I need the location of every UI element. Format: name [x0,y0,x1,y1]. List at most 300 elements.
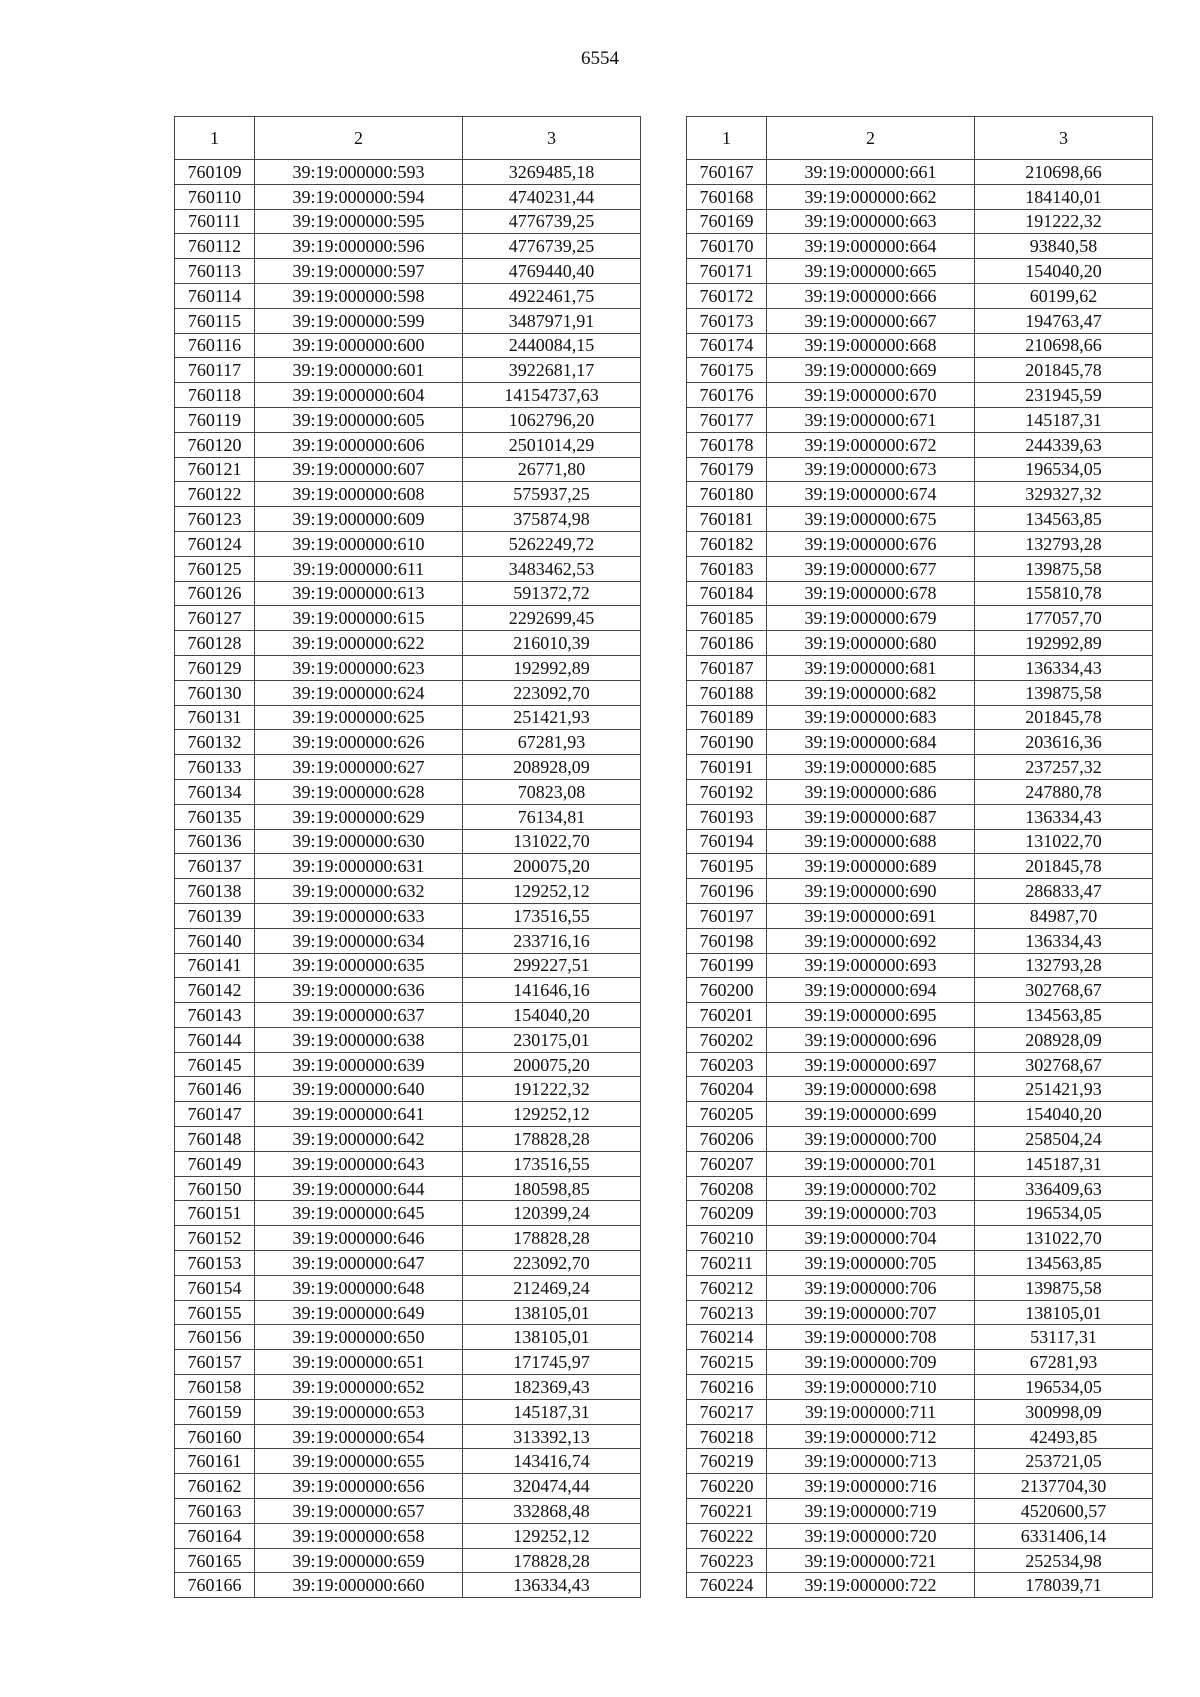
cadastral-number-cell: 39:19:000000:653 [255,1399,463,1424]
row-number-cell: 760206 [687,1127,767,1152]
table-row [175,1474,641,1499]
right-table [686,116,1153,1598]
value-cell: 131022,70 [463,829,641,854]
row-number-cell: 760138 [175,879,255,904]
value-cell: 302768,67 [975,978,1153,1003]
cadastral-number-cell: 39:19:000000:709 [767,1350,975,1375]
row-number-cell: 760180 [687,482,767,507]
value-cell: 132793,28 [975,953,1153,978]
row-number-cell: 760113 [175,259,255,284]
cadastral-number-cell: 39:19:000000:637 [255,1003,463,1028]
row-number-cell: 760114 [175,283,255,308]
table-row [687,1027,1153,1052]
value-cell: 145187,31 [975,1151,1153,1176]
cadastral-number-cell: 39:19:000000:695 [767,1003,975,1028]
cadastral-number-cell: 39:19:000000:600 [255,333,463,358]
table-row [175,1003,641,1028]
cadastral-number-cell: 39:19:000000:693 [767,953,975,978]
cadastral-number-cell: 39:19:000000:710 [767,1375,975,1400]
row-number-cell: 760146 [175,1077,255,1102]
cadastral-number-cell: 39:19:000000:639 [255,1052,463,1077]
cadastral-number-cell: 39:19:000000:626 [255,730,463,755]
table-row [687,879,1153,904]
row-number-cell: 760165 [175,1548,255,1573]
value-cell: 3269485,18 [463,160,641,185]
table-row [175,1176,641,1201]
table-row [687,1350,1153,1375]
cadastral-number-cell: 39:19:000000:594 [255,184,463,209]
row-number-cell: 760122 [175,482,255,507]
table-row [687,928,1153,953]
value-cell: 138105,01 [463,1300,641,1325]
table-row [175,482,641,507]
value-cell: 131022,70 [975,829,1153,854]
value-cell: 216010,39 [463,631,641,656]
value-cell: 313392,13 [463,1424,641,1449]
left-table [174,116,641,1598]
row-number-cell: 760110 [175,184,255,209]
row-number-cell: 760139 [175,903,255,928]
cadastral-number-cell: 39:19:000000:692 [767,928,975,953]
table-row [687,804,1153,829]
table-row [175,581,641,606]
table-row [687,1300,1153,1325]
cadastral-number-cell: 39:19:000000:597 [255,259,463,284]
row-number-cell: 760199 [687,953,767,978]
cadastral-number-cell: 39:19:000000:704 [767,1226,975,1251]
row-number-cell: 760188 [687,680,767,705]
row-number-cell: 760162 [175,1474,255,1499]
row-number-cell: 760203 [687,1052,767,1077]
cadastral-number-cell: 39:19:000000:705 [767,1251,975,1276]
table-row [687,482,1153,507]
value-cell: 230175,01 [463,1027,641,1052]
value-cell: 231945,59 [975,383,1153,408]
row-number-cell: 760187 [687,655,767,680]
row-number-cell: 760208 [687,1176,767,1201]
value-cell: 154040,20 [463,1003,641,1028]
cadastral-number-cell: 39:19:000000:668 [767,333,975,358]
table-row [687,1275,1153,1300]
table-row [175,358,641,383]
table-row [175,556,641,581]
table-row [687,1151,1153,1176]
value-cell: 3922681,17 [463,358,641,383]
row-number-cell: 760160 [175,1424,255,1449]
cadastral-number-cell: 39:19:000000:641 [255,1102,463,1127]
value-cell: 145187,31 [975,407,1153,432]
value-cell: 141646,16 [463,978,641,1003]
row-number-cell: 760213 [687,1300,767,1325]
value-cell: 154040,20 [975,1102,1153,1127]
value-cell: 575937,25 [463,482,641,507]
row-number-cell: 760179 [687,457,767,482]
value-cell: 4520600,57 [975,1499,1153,1524]
row-number-cell: 760129 [175,655,255,680]
cadastral-number-cell: 39:19:000000:628 [255,779,463,804]
table-row [175,705,641,730]
table-row [175,1399,641,1424]
row-number-cell: 760220 [687,1474,767,1499]
value-cell: 129252,12 [463,1523,641,1548]
value-cell: 177057,70 [975,606,1153,631]
table-row [687,1399,1153,1424]
table-row [687,1474,1153,1499]
cadastral-number-cell: 39:19:000000:634 [255,928,463,953]
cadastral-number-cell: 39:19:000000:613 [255,581,463,606]
row-number-cell: 760149 [175,1151,255,1176]
column-header-3: 3 [463,117,641,160]
cadastral-number-cell: 39:19:000000:611 [255,556,463,581]
table-row [175,779,641,804]
cadastral-number-cell: 39:19:000000:660 [255,1573,463,1598]
cadastral-number-cell: 39:19:000000:629 [255,804,463,829]
cadastral-number-cell: 39:19:000000:599 [255,308,463,333]
table-row [175,333,641,358]
row-number-cell: 760176 [687,383,767,408]
row-number-cell: 760118 [175,383,255,408]
value-cell: 26771,80 [463,457,641,482]
cadastral-number-cell: 39:19:000000:646 [255,1226,463,1251]
cadastral-number-cell: 39:19:000000:681 [767,655,975,680]
table-row [175,978,641,1003]
table-row [687,1127,1153,1152]
value-cell: 591372,72 [463,581,641,606]
row-number-cell: 760155 [175,1300,255,1325]
value-cell: 2501014,29 [463,432,641,457]
value-cell: 180598,85 [463,1176,641,1201]
table-row [687,1449,1153,1474]
table-row [175,259,641,284]
table-row [175,928,641,953]
cadastral-number-cell: 39:19:000000:657 [255,1499,463,1524]
cadastral-number-cell: 39:19:000000:696 [767,1027,975,1052]
cadastral-number-cell: 39:19:000000:689 [767,854,975,879]
table-row [175,804,641,829]
row-number-cell: 760217 [687,1399,767,1424]
cadastral-number-cell: 39:19:000000:674 [767,482,975,507]
cadastral-number-cell: 39:19:000000:595 [255,209,463,234]
value-cell: 42493,85 [975,1424,1153,1449]
table-row [687,1052,1153,1077]
table-row [687,655,1153,680]
value-cell: 129252,12 [463,1102,641,1127]
table-row [687,779,1153,804]
table-row [687,432,1153,457]
row-number-cell: 760224 [687,1573,767,1598]
value-cell: 203616,36 [975,730,1153,755]
table-row [687,1201,1153,1226]
value-cell: 178828,28 [463,1127,641,1152]
value-cell: 2137704,30 [975,1474,1153,1499]
table-row [175,184,641,209]
cadastral-number-cell: 39:19:000000:632 [255,879,463,904]
cadastral-number-cell: 39:19:000000:607 [255,457,463,482]
cadastral-number-cell: 39:19:000000:604 [255,383,463,408]
cadastral-number-cell: 39:19:000000:683 [767,705,975,730]
table-row [175,755,641,780]
cadastral-number-cell: 39:19:000000:658 [255,1523,463,1548]
table-row [687,358,1153,383]
row-number-cell: 760198 [687,928,767,953]
row-number-cell: 760189 [687,705,767,730]
cadastral-number-cell: 39:19:000000:605 [255,407,463,432]
cadastral-number-cell: 39:19:000000:711 [767,1399,975,1424]
table-row [687,581,1153,606]
row-number-cell: 760147 [175,1102,255,1127]
value-cell: 201845,78 [975,705,1153,730]
value-cell: 192992,89 [463,655,641,680]
table-row [175,879,641,904]
table-row [687,606,1153,631]
row-number-cell: 760136 [175,829,255,854]
row-number-cell: 760115 [175,308,255,333]
table-row [687,1102,1153,1127]
value-cell: 132793,28 [975,531,1153,556]
cadastral-number-cell: 39:19:000000:713 [767,1449,975,1474]
value-cell: 139875,58 [975,1275,1153,1300]
cadastral-number-cell: 39:19:000000:640 [255,1077,463,1102]
row-number-cell: 760112 [175,234,255,259]
value-cell: 191222,32 [975,209,1153,234]
value-cell: 336409,63 [975,1176,1153,1201]
table-row [175,1523,641,1548]
row-number-cell: 760130 [175,680,255,705]
cadastral-number-cell: 39:19:000000:687 [767,804,975,829]
cadastral-number-cell: 39:19:000000:702 [767,1176,975,1201]
value-cell: 178828,28 [463,1226,641,1251]
cadastral-number-cell: 39:19:000000:701 [767,1151,975,1176]
table-row [687,1226,1153,1251]
row-number-cell: 760159 [175,1399,255,1424]
row-number-cell: 760119 [175,407,255,432]
table-row [687,705,1153,730]
row-number-cell: 760185 [687,606,767,631]
row-number-cell: 760152 [175,1226,255,1251]
cadastral-number-cell: 39:19:000000:697 [767,1052,975,1077]
cadastral-number-cell: 39:19:000000:698 [767,1077,975,1102]
value-cell: 201845,78 [975,358,1153,383]
row-number-cell: 760186 [687,631,767,656]
cadastral-number-cell: 39:19:000000:652 [255,1375,463,1400]
row-number-cell: 760218 [687,1424,767,1449]
cadastral-number-cell: 39:19:000000:630 [255,829,463,854]
table-row [687,383,1153,408]
value-cell: 14154737,63 [463,383,641,408]
row-number-cell: 760205 [687,1102,767,1127]
table-row [687,854,1153,879]
table-row [175,383,641,408]
row-number-cell: 760117 [175,358,255,383]
cadastral-number-cell: 39:19:000000:598 [255,283,463,308]
value-cell: 84987,70 [975,903,1153,928]
row-number-cell: 760140 [175,928,255,953]
table-header-row [175,117,641,160]
row-number-cell: 760116 [175,333,255,358]
value-cell: 258504,24 [975,1127,1153,1152]
table-row [687,209,1153,234]
row-number-cell: 760201 [687,1003,767,1028]
value-cell: 173516,55 [463,903,641,928]
cadastral-number-cell: 39:19:000000:703 [767,1201,975,1226]
row-number-cell: 760173 [687,308,767,333]
table-row [175,209,641,234]
table-row [175,234,641,259]
row-number-cell: 760143 [175,1003,255,1028]
cadastral-number-cell: 39:19:000000:642 [255,1127,463,1152]
table-row [175,407,641,432]
value-cell: 299227,51 [463,953,641,978]
table-row [687,1523,1153,1548]
value-cell: 136334,43 [975,804,1153,829]
row-number-cell: 760204 [687,1077,767,1102]
value-cell: 155810,78 [975,581,1153,606]
table-row [687,1499,1153,1524]
value-cell: 2440084,15 [463,333,641,358]
table-row [175,1300,641,1325]
value-cell: 332868,48 [463,1499,641,1524]
value-cell: 251421,93 [463,705,641,730]
row-number-cell: 760137 [175,854,255,879]
cadastral-number-cell: 39:19:000000:686 [767,779,975,804]
value-cell: 200075,20 [463,1052,641,1077]
value-cell: 53117,31 [975,1325,1153,1350]
row-number-cell: 760222 [687,1523,767,1548]
row-number-cell: 760192 [687,779,767,804]
row-number-cell: 760156 [175,1325,255,1350]
column-header-3: 3 [975,117,1153,160]
cadastral-number-cell: 39:19:000000:667 [767,308,975,333]
table-row [175,903,641,928]
value-cell: 302768,67 [975,1052,1153,1077]
table-row [175,1424,641,1449]
table-row [175,1201,641,1226]
table-row [175,1375,641,1400]
table-row [687,1424,1153,1449]
value-cell: 131022,70 [975,1226,1153,1251]
value-cell: 212469,24 [463,1275,641,1300]
value-cell: 233716,16 [463,928,641,953]
value-cell: 145187,31 [463,1399,641,1424]
cadastral-number-cell: 39:19:000000:682 [767,680,975,705]
table-row [175,432,641,457]
row-number-cell: 760150 [175,1176,255,1201]
value-cell: 76134,81 [463,804,641,829]
value-cell: 4922461,75 [463,283,641,308]
row-number-cell: 760166 [175,1573,255,1598]
table-row [175,1102,641,1127]
cadastral-number-cell: 39:19:000000:662 [767,184,975,209]
value-cell: 136334,43 [975,928,1153,953]
row-number-cell: 760211 [687,1251,767,1276]
cadastral-number-cell: 39:19:000000:722 [767,1573,975,1598]
value-cell: 138105,01 [975,1300,1153,1325]
table-row [687,1176,1153,1201]
value-cell: 2292699,45 [463,606,641,631]
value-cell: 120399,24 [463,1201,641,1226]
table-row [687,283,1153,308]
value-cell: 3483462,53 [463,556,641,581]
value-cell: 4740231,44 [463,184,641,209]
value-cell: 375874,98 [463,507,641,532]
value-cell: 4776739,25 [463,209,641,234]
cadastral-number-cell: 39:19:000000:690 [767,879,975,904]
cadastral-number-cell: 39:19:000000:650 [255,1325,463,1350]
cadastral-number-cell: 39:19:000000:649 [255,1300,463,1325]
value-cell: 184140,01 [975,184,1153,209]
table-row [175,1052,641,1077]
value-cell: 208928,09 [463,755,641,780]
cadastral-number-cell: 39:19:000000:615 [255,606,463,631]
table-row [687,978,1153,1003]
row-number-cell: 760219 [687,1449,767,1474]
cadastral-number-cell: 39:19:000000:721 [767,1548,975,1573]
cadastral-number-cell: 39:19:000000:656 [255,1474,463,1499]
row-number-cell: 760124 [175,531,255,556]
cadastral-number-cell: 39:19:000000:654 [255,1424,463,1449]
cadastral-number-cell: 39:19:000000:678 [767,581,975,606]
table-row [687,1325,1153,1350]
row-number-cell: 760196 [687,879,767,904]
table-row [687,1003,1153,1028]
value-cell: 196534,05 [975,1375,1153,1400]
table-row [175,829,641,854]
row-number-cell: 760121 [175,457,255,482]
row-number-cell: 760123 [175,507,255,532]
cadastral-number-cell: 39:19:000000:676 [767,531,975,556]
table-row [175,730,641,755]
row-number-cell: 760223 [687,1548,767,1573]
value-cell: 134563,85 [975,507,1153,532]
row-number-cell: 760171 [687,259,767,284]
value-cell: 4776739,25 [463,234,641,259]
cadastral-number-cell: 39:19:000000:684 [767,730,975,755]
row-number-cell: 760132 [175,730,255,755]
cadastral-number-cell: 39:19:000000:624 [255,680,463,705]
column-header-1: 1 [687,117,767,160]
table-row [175,1499,641,1524]
value-cell: 178828,28 [463,1548,641,1573]
table-row [175,953,641,978]
table-row [687,259,1153,284]
cadastral-number-cell: 39:19:000000:661 [767,160,975,185]
cadastral-number-cell: 39:19:000000:707 [767,1300,975,1325]
value-cell: 139875,58 [975,556,1153,581]
cadastral-number-cell: 39:19:000000:644 [255,1176,463,1201]
value-cell: 134563,85 [975,1003,1153,1028]
value-cell: 5262249,72 [463,531,641,556]
value-cell: 200075,20 [463,854,641,879]
cadastral-number-cell: 39:19:000000:622 [255,631,463,656]
cadastral-number-cell: 39:19:000000:672 [767,432,975,457]
table-row [687,407,1153,432]
table-row [687,333,1153,358]
value-cell: 70823,08 [463,779,641,804]
value-cell: 251421,93 [975,1077,1153,1102]
value-cell: 173516,55 [463,1151,641,1176]
row-number-cell: 760163 [175,1499,255,1524]
cadastral-number-cell: 39:19:000000:625 [255,705,463,730]
row-number-cell: 760190 [687,730,767,755]
cadastral-number-cell: 39:19:000000:633 [255,903,463,928]
value-cell: 210698,66 [975,333,1153,358]
cadastral-number-cell: 39:19:000000:593 [255,160,463,185]
cadastral-number-cell: 39:19:000000:609 [255,507,463,532]
value-cell: 196534,05 [975,457,1153,482]
table-row [175,1350,641,1375]
row-number-cell: 760120 [175,432,255,457]
cadastral-number-cell: 39:19:000000:688 [767,829,975,854]
